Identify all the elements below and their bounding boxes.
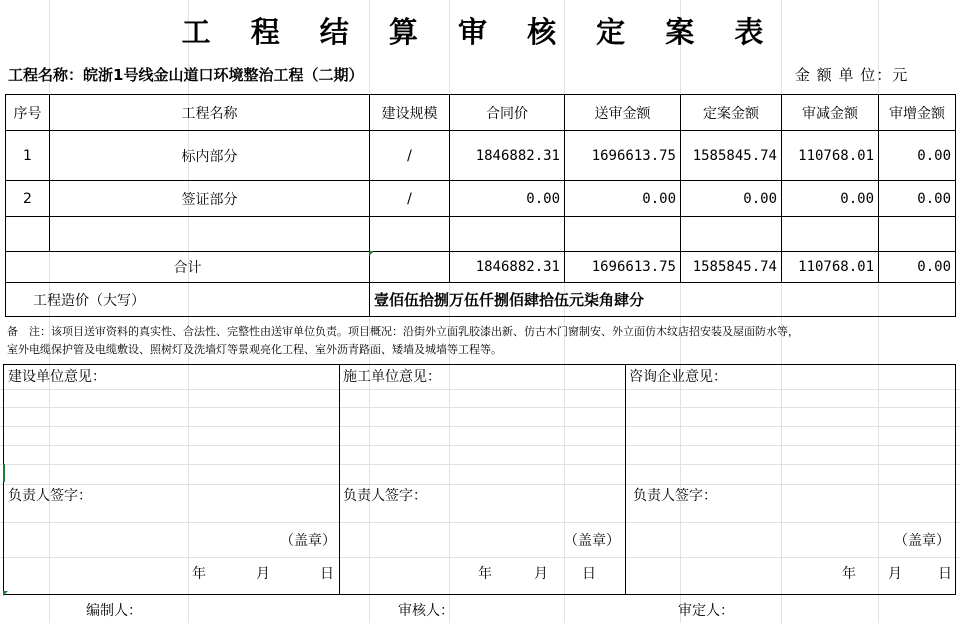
total-increased[interactable]: 0.00 xyxy=(879,252,956,283)
total-label[interactable]: 合计 xyxy=(6,252,370,283)
consultant-opinion-box[interactable] xyxy=(625,364,956,595)
day-label: 日 xyxy=(320,566,334,582)
cost-in-words[interactable]: 壹佰伍拾捌万伍仟捌佰肆拾伍元柒角肆分 xyxy=(370,283,956,317)
table-cell[interactable] xyxy=(450,217,565,252)
table-row xyxy=(6,131,956,181)
table-cell[interactable]: 签证部分 xyxy=(50,181,370,217)
total-reduced[interactable]: 110768.01 xyxy=(782,252,879,283)
table-cell[interactable] xyxy=(370,252,450,283)
total-submitted[interactable]: 1696613.75 xyxy=(565,252,681,283)
compiler-label: 编制人： xyxy=(86,603,142,619)
table-row xyxy=(6,181,956,217)
table-cell[interactable]: 1585845.74 xyxy=(681,131,782,181)
table-cell[interactable]: 1846882.31 xyxy=(450,131,565,181)
header-cell[interactable]: 合同价 xyxy=(450,95,565,131)
total-contract[interactable]: 1846882.31 xyxy=(450,252,565,283)
remarks-line: 室外电缆保护管及电缆敷设、照树灯及洗墙灯等景观亮化工程、室外沥青路面、矮墙及城墙等工程等。 xyxy=(7,343,502,356)
table-cell[interactable] xyxy=(681,217,782,252)
year-label: 年 xyxy=(478,566,492,582)
table-row-empty xyxy=(6,217,956,252)
header-cell[interactable]: 序号 xyxy=(6,95,50,131)
table-cell[interactable]: 1 xyxy=(6,131,50,181)
opinion-title: 咨询企业意见： xyxy=(629,369,727,385)
table-cell[interactable]: 0.00 xyxy=(879,181,956,217)
table-cell[interactable] xyxy=(879,217,956,252)
cost-label[interactable]: 工程造价（大写） xyxy=(6,283,370,317)
table-cell[interactable]: 0.00 xyxy=(681,181,782,217)
year-label: 年 xyxy=(842,566,856,582)
seal-label: （盖章） xyxy=(280,533,336,549)
remarks-line: 备 注：该项目送审资料的真实性、合法性、完整性由送审单位负责。项目概况：沿街外立面乳胶漆出新、仿古木门窗制安、外立面仿木纹店招安装及屋面防水等， xyxy=(7,325,799,338)
settlement-table xyxy=(5,94,956,317)
table-cell[interactable]: 标内部分 xyxy=(50,131,370,181)
table-cell[interactable]: 110768.01 xyxy=(782,131,879,181)
reviewer-label: 审核人： xyxy=(398,603,454,619)
total-row xyxy=(6,252,956,283)
approver-label: 审定人： xyxy=(678,603,734,619)
year-label: 年 xyxy=(192,566,206,582)
comment-triangle-icon xyxy=(369,251,374,256)
header-cell[interactable]: 审增金额 xyxy=(879,95,956,131)
header-cell[interactable]: 工程名称 xyxy=(50,95,370,131)
month-label: 月 xyxy=(888,566,902,582)
opinion-title: 施工单位意见： xyxy=(343,369,441,385)
header-cell[interactable]: 送审金额 xyxy=(565,95,681,131)
table-cell[interactable] xyxy=(6,217,50,252)
seal-label: （盖章） xyxy=(564,533,620,549)
table-cell[interactable] xyxy=(782,217,879,252)
comment-triangle-icon xyxy=(3,591,8,596)
construction-unit-opinion-box[interactable] xyxy=(3,364,340,595)
contractor-opinion-box[interactable] xyxy=(339,364,626,595)
signature-label: 负责人签字： xyxy=(343,488,427,504)
remarks xyxy=(7,323,957,359)
header-cell[interactable]: 建设规模 xyxy=(370,95,450,131)
table-cell[interactable]: / xyxy=(370,131,450,181)
signature-label: 负责人签字： xyxy=(8,488,92,504)
cell-marker xyxy=(3,464,5,482)
header-cell[interactable]: 定案金额 xyxy=(681,95,782,131)
table-cell[interactable] xyxy=(50,217,370,252)
page-title: 工 程 结 算 审 核 定 案 表 xyxy=(181,15,779,49)
header-cell[interactable]: 审减金额 xyxy=(782,95,879,131)
seal-label: （盖章） xyxy=(894,533,950,549)
table-cell[interactable] xyxy=(370,217,450,252)
table-cell[interactable]: 0.00 xyxy=(879,131,956,181)
table-cell[interactable] xyxy=(565,217,681,252)
table-cell[interactable]: 2 xyxy=(6,181,50,217)
table-cell[interactable]: 0.00 xyxy=(782,181,879,217)
month-label: 月 xyxy=(256,566,270,582)
project-name: 工程名称：皖浙1号线金山道口环境整治工程（二期） xyxy=(8,66,364,84)
table-header-row xyxy=(6,95,956,131)
day-label: 日 xyxy=(582,566,596,582)
table-cell[interactable]: 1696613.75 xyxy=(565,131,681,181)
table-cell[interactable]: / xyxy=(370,181,450,217)
table-cell[interactable]: 0.00 xyxy=(450,181,565,217)
cost-row xyxy=(6,283,956,317)
table-cell[interactable]: 0.00 xyxy=(565,181,681,217)
month-label: 月 xyxy=(534,566,548,582)
opinion-title: 建设单位意见： xyxy=(8,369,106,385)
amount-unit: 金 额 单 位：元 xyxy=(795,66,909,84)
day-label: 日 xyxy=(938,566,952,582)
total-approved[interactable]: 1585845.74 xyxy=(681,252,782,283)
signature-label: 负责人签字： xyxy=(633,488,717,504)
